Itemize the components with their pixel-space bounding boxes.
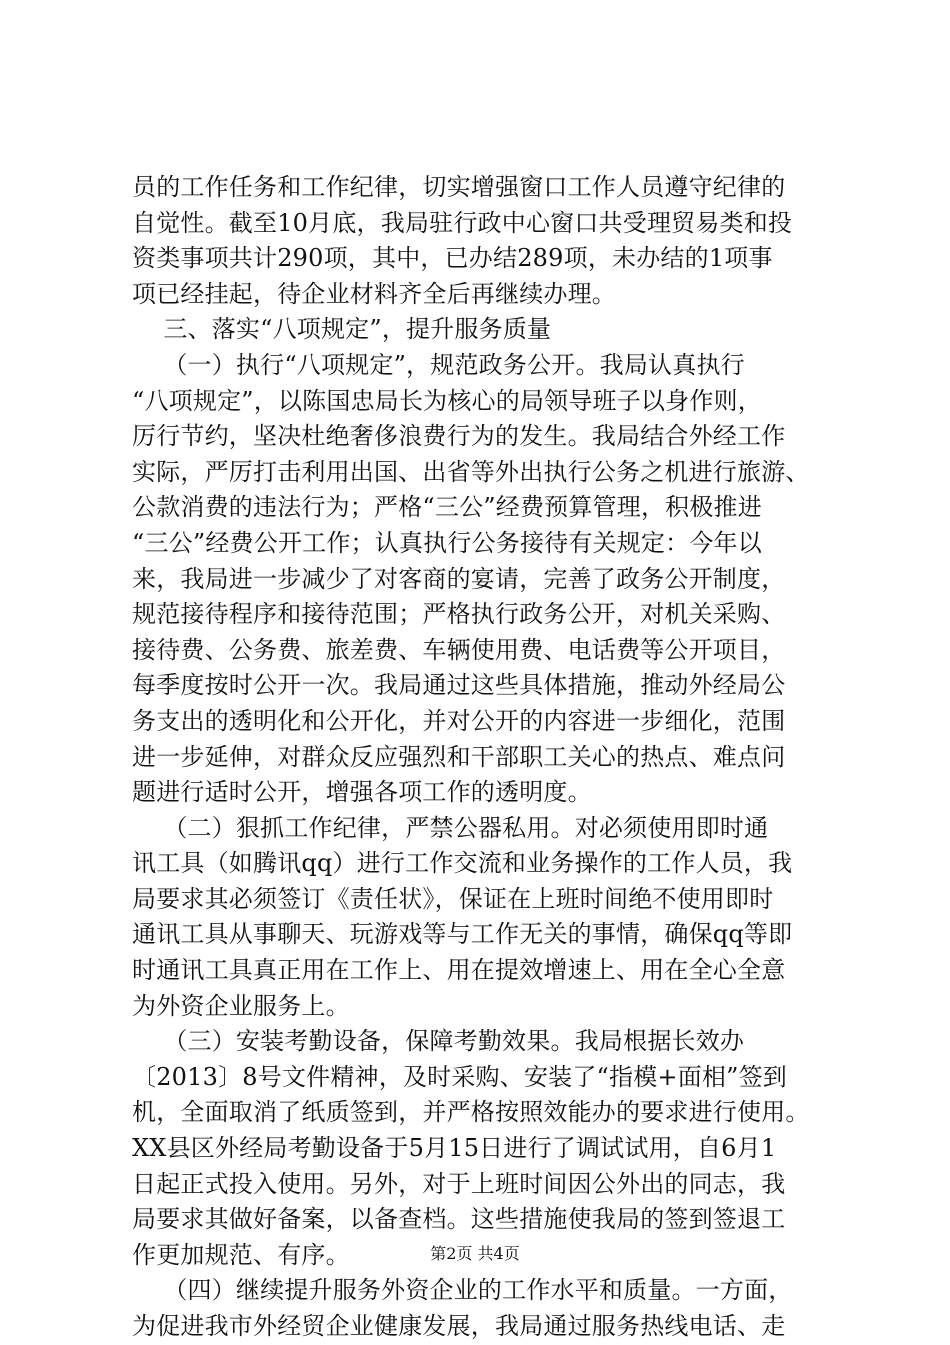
text-line: 为外资企业服务上。 [132,991,350,1020]
text-line: 规范接待程序和接待范围；严格执行政务公开，对机关采购、 [132,600,786,629]
text-line: 时通讯工具真正用在工作上、用在提效增速上、用在全心全意 [132,956,786,985]
text-line: 来，我局进一步减少了对客商的宴请，完善了政务公开制度， [132,564,786,593]
text-line: 作更加规范、有序。 [132,1240,350,1269]
text-line: 题进行适时公开，增强各项工作的透明度。 [132,778,592,807]
text-line: 公款消费的违法行为；严格“三公”经费预算管理，积极推进 [132,493,762,522]
text-line: 通讯工具从事聊天、玩游戏等与工作无关的事情，确保qq等即 [132,920,793,949]
text-line: “三公”经费公开工作；认真执行公务接待有关规定：今年以 [132,528,762,557]
text-line: XX县区外经局考勤设备于5月15日进行了调试试用，自6月1 [132,1134,777,1163]
text-line: 进一步延伸，对群众反应强烈和干部职工关心的热点、难点问 [132,742,786,771]
text-line: 日起正式投入使用。另外，对于上班时间因公外出的同志，我 [132,1169,786,1198]
text-line: （四）继续提升服务外资企业的工作水平和质量。一方面， [132,1276,793,1305]
text-line: （二）狠抓工作纪律，严禁公器私用。对必须使用即时通 [132,813,769,842]
text-line: “八项规定”，以陈国忠局长为核心的局领导班子以身作则， [132,386,762,415]
text-line: 局要求其必须签订《责任状》，保证在上班时间绝不使用即时 [132,884,774,913]
text-line: 项已经挂起，待企业材料齐全后再继续办理。 [132,279,616,308]
page-number-footer: 第2页 共4页 [430,1244,520,1263]
section-heading: 三、落实“八项规定”，提升服务质量 [132,315,552,344]
text-line: 为促进我市外经贸企业健康发展，我局通过服务热线电话、走 [132,1312,786,1340]
text-line: 接待费、公务费、旅差费、车辆使用费、电话费等公开项目， [132,635,786,664]
text-line: 员的工作任务和工作纪律，切实增强窗口工作人员遵守纪律的 [132,173,786,201]
text-line: 厉行节约，坚决杜绝奢侈浪费行为的发生。我局结合外经工作 [132,422,786,451]
text-line: 务支出的透明化和公开化，并对公开的内容进一步细化，范围 [132,706,786,735]
text-line: 自觉性。截至10月底，我局驻行政中心窗口共受理贸易类和投 [132,208,793,237]
text-line: 讯工具（如腾讯qq）进行工作交流和业务操作的工作人员，我 [132,849,793,878]
text-line: 每季度按时公开一次。我局通过这些具体措施，推动外经局公 [132,671,786,700]
document-body [132,170,822,1345]
text-line: 局要求其做好备案，以备查档。这些措施使我局的签到签退工 [132,1205,786,1234]
text-line: 机，全面取消了纸质签到，并严格按照效能办的要求进行使用。 [132,1098,810,1127]
text-line: 资类事项共计290项，其中，已办结289项，未办结的1项事 [132,244,773,273]
text-line: （三）安装考勤设备，保障考勤效果。我局根据长效办 [132,1027,745,1056]
text-line: 实际，严厉打击利用出国、出省等外出执行公务之机进行旅游、 [132,457,810,486]
text-line: 〔2013〕8号文件精神，及时采购、安装了“指模+面相”签到 [132,1062,787,1091]
text-line: （一）执行“八项规定”，规范政务公开。我局认真执行 [132,350,745,379]
